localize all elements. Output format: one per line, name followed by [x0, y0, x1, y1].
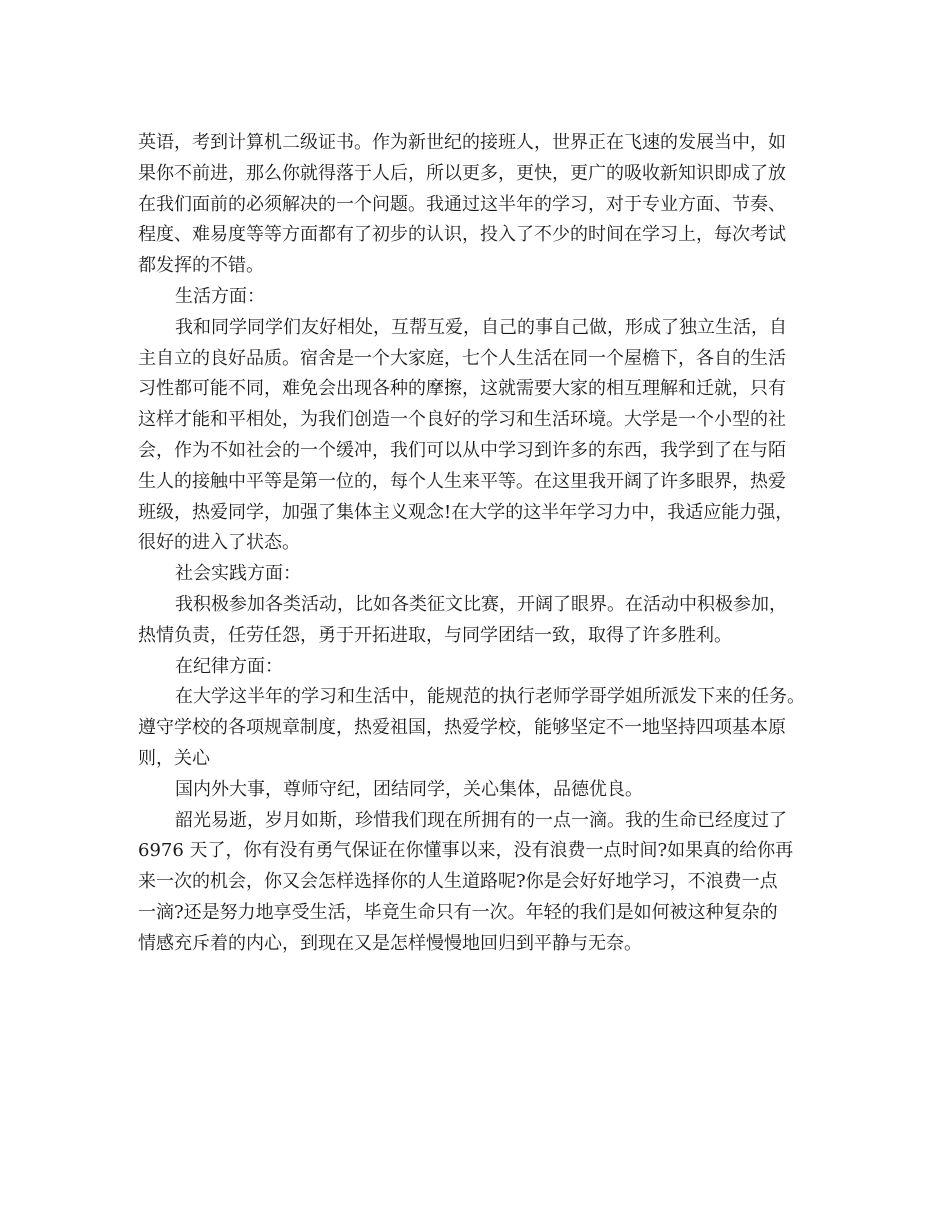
text-line: 很好的进入了状态。 — [138, 532, 300, 554]
text-line: 班级，热爱同学，加强了集体主义观念!在大学的这半年学习力中，我适应能力强， — [138, 501, 794, 523]
text-line: 程度、难易度等等方面都有了初步的认识，投入了不少的时间在学习上，每次考试 — [138, 224, 786, 246]
text-line: 国内外大事，尊师守纪，团结同学，关心集体，品德优良。 — [175, 778, 643, 800]
text-line: 6976 天了，你有没有勇气保证在你懂事以来，没有浪费一点时间?如果真的给你再 — [138, 840, 794, 862]
document-body — [138, 128, 828, 960]
text-line: 在我们面前的必须解决的一个问题。我通过这半年的学习，对于专业方面、节奏、 — [138, 193, 786, 215]
text-line: 来一次的机会，你又会怎样选择你的人生道路呢?你是会好好地学习，不浪费一点 — [138, 871, 778, 893]
text-line: 我积极参加各类活动，比如各类征文比赛，开阔了眼界。在活动中积极参加， — [175, 593, 787, 615]
text-line: 一滴?还是努力地享受生活，毕竟生命只有一次。年轻的我们是如何被这种复杂的 — [138, 901, 778, 923]
text-line: 这样才能和平相处，为我们创造一个良好的学习和生活环境。大学是一个小型的社 — [138, 409, 786, 431]
text-line: 果你不前进，那么你就得落于人后，所以更多，更快，更广的吸收新知识即成了放 — [138, 162, 786, 184]
text-line: 在纪律方面： — [175, 655, 283, 677]
text-line: 情感充斥着的内心，到现在又是怎样慢慢地回归到平静与无奈。 — [138, 932, 642, 954]
text-line: 热情负责，任劳任怨，勇于开拓进取，与同学团结一致，取得了许多胜利。 — [138, 624, 732, 646]
text-line: 习性都可能不同，难免会出现各种的摩擦，这就需要大家的相互理解和迁就，只有 — [138, 378, 786, 400]
text-line: 社会实践方面： — [175, 563, 301, 585]
text-line: 遵守学校的各项规章制度，热爱祖国，热爱学校，能够坚定不一地坚持四项基本原 — [138, 717, 786, 739]
text-line: 英语，考到计算机二级证书。作为新世纪的接班人，世界正在飞速的发展当中，如 — [138, 132, 786, 153]
text-line: 我和同学同学们友好相处，互帮互爱，自己的事自己做，形成了独立生活，自 — [175, 316, 787, 338]
text-line: 都发挥的不错。 — [138, 255, 264, 277]
text-line: 在大学这半年的学习和生活中，能规范的执行老师学哥学姐所派发下来的任务。 — [175, 686, 805, 708]
text-line: 生活方面： — [175, 285, 265, 307]
text-line: 生人的接触中平等是第一位的，每个人生来平等。在这里我开阔了许多眼界，热爱 — [138, 470, 786, 492]
text-line: 则，关心 — [138, 747, 210, 769]
text-line: 韶光易逝，岁月如斯，珍惜我们现在所拥有的一点一滴。我的生命已经度过了 — [175, 809, 787, 831]
text-line: 会，作为不如社会的一个缓冲，我们可以从中学习到许多的东西，我学到了在与陌 — [138, 439, 786, 461]
text-line: 主自立的良好品质。宿舍是一个大家庭，七个人生活在同一个屋檐下，各自的生活 — [138, 347, 786, 369]
